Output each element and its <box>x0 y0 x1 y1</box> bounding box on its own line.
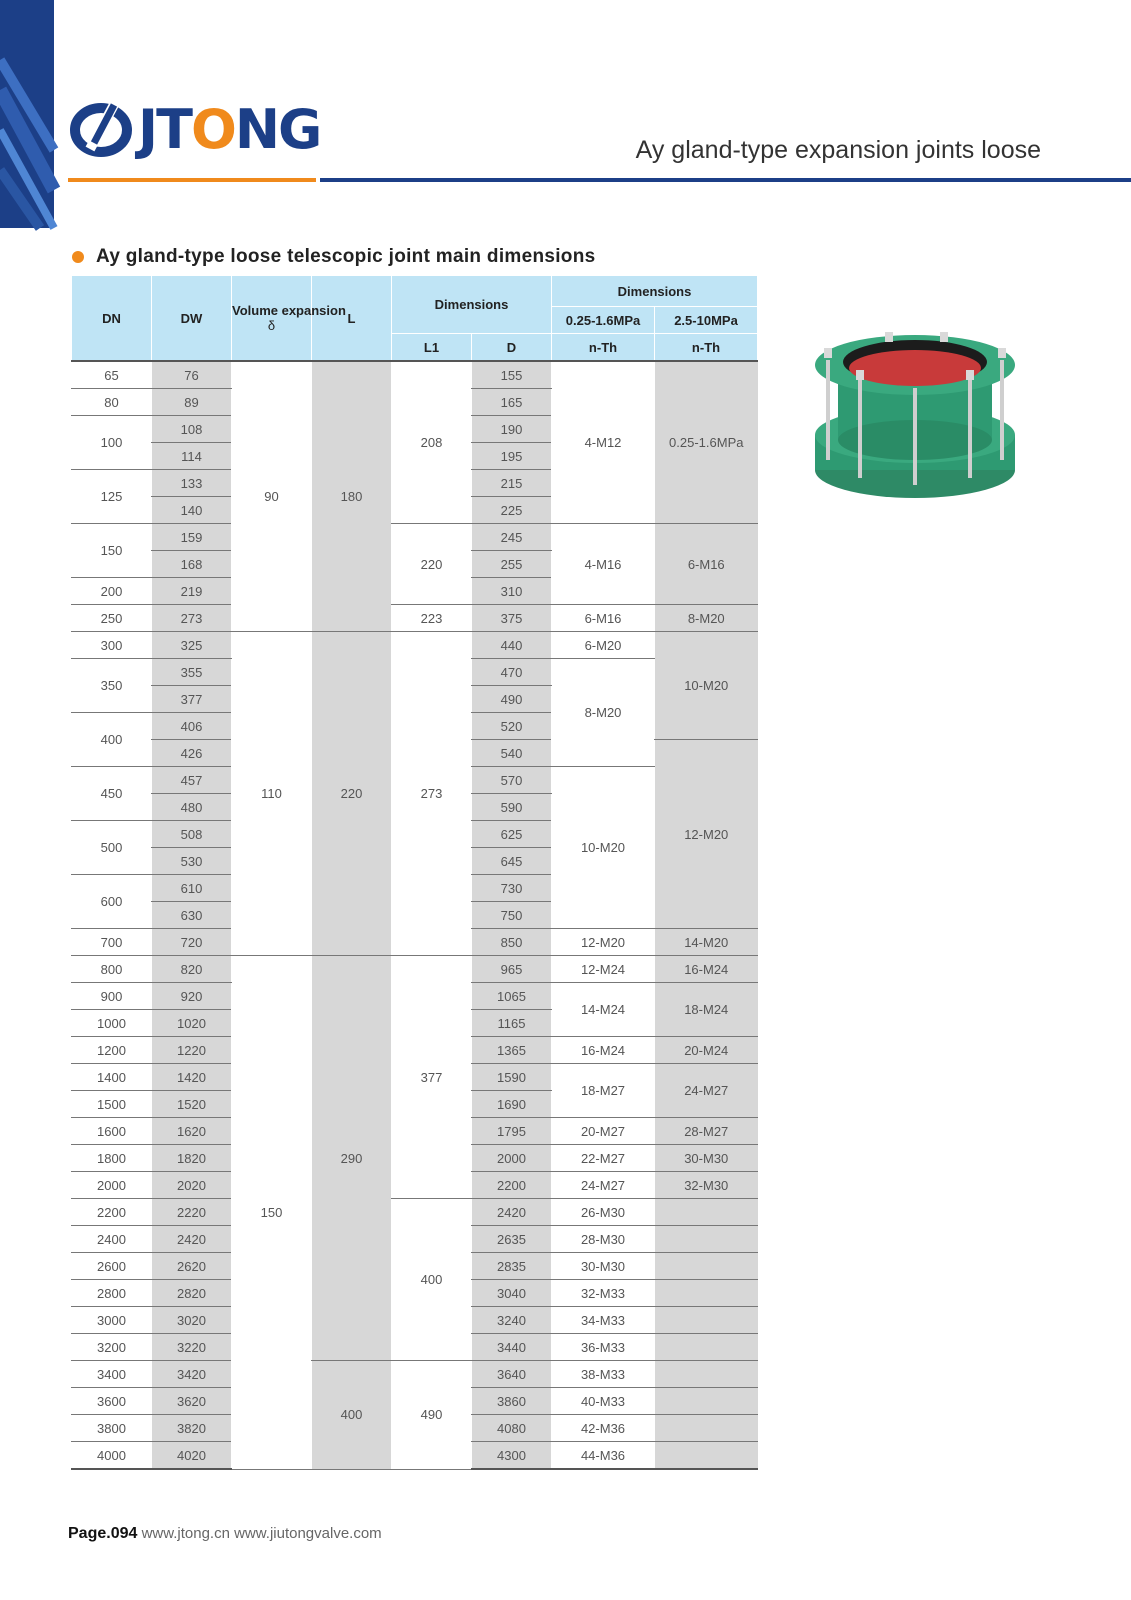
cell-dw: 159 <box>152 524 232 551</box>
cell-nth-low: 26-M30 <box>552 1199 655 1226</box>
cell-dw: 530 <box>152 848 232 875</box>
cell-d: 625 <box>472 821 552 848</box>
cell-d: 730 <box>472 875 552 902</box>
cell-dn: 2400 <box>72 1226 152 1253</box>
cell-dw: 1620 <box>152 1118 232 1145</box>
cell-dw: 2020 <box>152 1172 232 1199</box>
cell-dw: 3620 <box>152 1388 232 1415</box>
cell-dw: 3820 <box>152 1415 232 1442</box>
cell-dn: 65 <box>72 361 152 389</box>
table-row <box>72 1361 758 1388</box>
cell-d: 255 <box>472 551 552 578</box>
cell-dw: 2420 <box>152 1226 232 1253</box>
cell-dn: 400 <box>72 713 152 767</box>
cell-nth-high: 18-M24 <box>655 983 758 1037</box>
cell-nth-high: 32-M30 <box>655 1172 758 1199</box>
cell-d: 2635 <box>472 1226 552 1253</box>
cell-dn: 1200 <box>72 1037 152 1064</box>
cell-dn: 3200 <box>72 1334 152 1361</box>
cell-dn: 700 <box>72 929 152 956</box>
cell-nth-high <box>655 1415 758 1442</box>
cell-dn: 3800 <box>72 1415 152 1442</box>
footer-links: www.jtong.cn www.jiutongvalve.com <box>141 1525 382 1542</box>
cell-l1: 490 <box>392 1361 472 1470</box>
cell-dw: 168 <box>152 551 232 578</box>
cell-nth-high: 8-M20 <box>655 605 758 632</box>
header-nth-high: n-Th <box>655 334 758 362</box>
cell-l: 180 <box>312 361 392 632</box>
cell-d: 540 <box>472 740 552 767</box>
cell-d: 215 <box>472 470 552 497</box>
cell-d: 1065 <box>472 983 552 1010</box>
cell-dw: 610 <box>152 875 232 902</box>
cell-dw: 89 <box>152 389 232 416</box>
table-row <box>72 524 758 551</box>
cell-d: 1590 <box>472 1064 552 1091</box>
cell-nth-low: 4-M12 <box>552 361 655 524</box>
cell-l: 220 <box>312 632 392 956</box>
cell-nth-high <box>655 1253 758 1280</box>
cell-l: 290 <box>312 956 392 1361</box>
cell-volume-expansion: 90 <box>232 361 312 632</box>
cell-nth-high: 24-M27 <box>655 1064 758 1118</box>
cell-d: 570 <box>472 767 552 794</box>
cell-nth-low: 28-M30 <box>552 1226 655 1253</box>
cell-volume-expansion: 110 <box>232 632 312 956</box>
cell-dn: 1000 <box>72 1010 152 1037</box>
cell-dn: 600 <box>72 875 152 929</box>
cell-dn: 300 <box>72 632 152 659</box>
cell-d: 3240 <box>472 1307 552 1334</box>
cell-dn: 900 <box>72 983 152 1010</box>
cell-dn: 2800 <box>72 1280 152 1307</box>
header-dn: DN <box>72 276 152 362</box>
cell-nth-high: 6-M16 <box>655 524 758 605</box>
cell-dn: 2000 <box>72 1172 152 1199</box>
cell-dw: 426 <box>152 740 232 767</box>
cell-nth-high: 10-M20 <box>655 632 758 740</box>
cell-dw: 2820 <box>152 1280 232 1307</box>
cell-dw: 1220 <box>152 1037 232 1064</box>
header-d: D <box>472 334 552 362</box>
footer <box>68 1525 382 1543</box>
header-pressure-high: 2.5-10MPa <box>655 307 758 334</box>
cell-d: 155 <box>472 361 552 389</box>
cell-nth-high: 28-M27 <box>655 1118 758 1145</box>
cell-nth-low: 36-M33 <box>552 1334 655 1361</box>
cell-dw: 2220 <box>152 1199 232 1226</box>
cell-nth-high: 16-M24 <box>655 956 758 983</box>
cell-nth-low: 38-M33 <box>552 1361 655 1388</box>
cell-d: 375 <box>472 605 552 632</box>
cell-nth-low: 16-M24 <box>552 1037 655 1064</box>
cell-d: 1795 <box>472 1118 552 1145</box>
header-volume-expansion: Volume expansion δ <box>232 276 312 362</box>
cell-nth-low: 12-M24 <box>552 956 655 983</box>
cell-dw: 820 <box>152 956 232 983</box>
cell-d: 1165 <box>472 1010 552 1037</box>
cell-d: 165 <box>472 389 552 416</box>
cell-nth-low: 42-M36 <box>552 1415 655 1442</box>
cell-dw: 4020 <box>152 1442 232 1470</box>
header-dw: DW <box>152 276 232 362</box>
cell-nth-low: 14-M24 <box>552 983 655 1037</box>
logo-text: JTONG <box>138 98 321 161</box>
cell-dw: 1520 <box>152 1091 232 1118</box>
cell-d: 645 <box>472 848 552 875</box>
cell-d: 2835 <box>472 1253 552 1280</box>
cell-dn: 3400 <box>72 1361 152 1388</box>
cell-d: 225 <box>472 497 552 524</box>
cell-nth-low: 12-M20 <box>552 929 655 956</box>
cell-d: 4080 <box>472 1415 552 1442</box>
cell-dn: 80 <box>72 389 152 416</box>
cell-d: 750 <box>472 902 552 929</box>
cell-d: 1365 <box>472 1037 552 1064</box>
cell-l1: 220 <box>392 524 472 605</box>
cell-d: 850 <box>472 929 552 956</box>
page-number: Page.094 <box>68 1525 138 1542</box>
cell-dw: 720 <box>152 929 232 956</box>
cell-dw: 1820 <box>152 1145 232 1172</box>
cell-d: 190 <box>472 416 552 443</box>
cell-dn: 100 <box>72 416 152 470</box>
cell-nth-low: 40-M33 <box>552 1388 655 1415</box>
header-pressure-low: 0.25-1.6MPa <box>552 307 655 334</box>
cell-l1: 208 <box>392 361 472 524</box>
header-rule-orange <box>68 178 316 182</box>
cell-nth-low: 24-M27 <box>552 1172 655 1199</box>
cell-dn: 4000 <box>72 1442 152 1470</box>
cell-dn: 800 <box>72 956 152 983</box>
cell-nth-low: 22-M27 <box>552 1145 655 1172</box>
section-title: Ay gland-type loose telescopic joint main dimensions <box>72 246 596 268</box>
cell-nth-high <box>655 1226 758 1253</box>
cell-dn: 3600 <box>72 1388 152 1415</box>
cell-dn: 1400 <box>72 1064 152 1091</box>
bullet-icon <box>72 251 84 263</box>
cell-d: 3040 <box>472 1280 552 1307</box>
cell-nth-low: 4-M16 <box>552 524 655 605</box>
cell-nth-high <box>655 1388 758 1415</box>
cell-nth-high: 20-M24 <box>655 1037 758 1064</box>
cell-d: 2200 <box>472 1172 552 1199</box>
cell-dw: 630 <box>152 902 232 929</box>
cell-d: 3860 <box>472 1388 552 1415</box>
cell-nth-low: 6-M20 <box>552 632 655 659</box>
cell-dw: 2620 <box>152 1253 232 1280</box>
cell-nth-high <box>655 1280 758 1307</box>
cell-d: 520 <box>472 713 552 740</box>
corner-decoration <box>0 0 54 228</box>
dimensions-table <box>71 275 758 1470</box>
cell-dn: 1500 <box>72 1091 152 1118</box>
cell-dw: 219 <box>152 578 232 605</box>
cell-d: 310 <box>472 578 552 605</box>
cell-l1: 273 <box>392 632 472 956</box>
cell-volume-expansion: 150 <box>232 956 312 1470</box>
cell-d: 4300 <box>472 1442 552 1470</box>
cell-l1: 377 <box>392 956 472 1199</box>
cell-dw: 3420 <box>152 1361 232 1388</box>
cell-nth-low: 30-M30 <box>552 1253 655 1280</box>
cell-dn: 3000 <box>72 1307 152 1334</box>
cell-dw: 480 <box>152 794 232 821</box>
header-title: Ay gland-type expansion joints loose <box>635 136 1041 164</box>
header-rule-blue <box>320 178 1131 182</box>
cell-dw: 508 <box>152 821 232 848</box>
cell-d: 195 <box>472 443 552 470</box>
cell-d: 440 <box>472 632 552 659</box>
cell-nth-high: 0.25-1.6MPa <box>655 361 758 524</box>
brand-logo <box>68 95 320 165</box>
cell-dn: 500 <box>72 821 152 875</box>
header-nth-low: n-Th <box>552 334 655 362</box>
cell-dw: 3220 <box>152 1334 232 1361</box>
table-row <box>72 632 758 659</box>
cell-dn: 450 <box>72 767 152 821</box>
header-l1: L1 <box>392 334 472 362</box>
cell-nth-low: 44-M36 <box>552 1442 655 1470</box>
cell-dn: 250 <box>72 605 152 632</box>
cell-dw: 1020 <box>152 1010 232 1037</box>
cell-dw: 140 <box>152 497 232 524</box>
cell-d: 3640 <box>472 1361 552 1388</box>
table-row <box>72 361 758 389</box>
cell-nth-low: 20-M27 <box>552 1118 655 1145</box>
table-row <box>72 1199 758 1226</box>
cell-dn: 2200 <box>72 1199 152 1226</box>
cell-nth-high <box>655 1442 758 1470</box>
cell-dw: 3020 <box>152 1307 232 1334</box>
cell-d: 1690 <box>472 1091 552 1118</box>
cell-dw: 406 <box>152 713 232 740</box>
cell-nth-high <box>655 1361 758 1388</box>
cell-nth-low: 32-M33 <box>552 1280 655 1307</box>
cell-d: 470 <box>472 659 552 686</box>
cell-nth-low: 10-M20 <box>552 767 655 929</box>
cell-d: 2420 <box>472 1199 552 1226</box>
table-row <box>72 956 758 983</box>
cell-dn: 2600 <box>72 1253 152 1280</box>
cell-nth-high: 12-M20 <box>655 740 758 929</box>
cell-dw: 355 <box>152 659 232 686</box>
cell-l1: 400 <box>392 1199 472 1361</box>
cell-l1: 223 <box>392 605 472 632</box>
logo-mark-icon <box>68 97 134 163</box>
cell-dn: 1800 <box>72 1145 152 1172</box>
cell-d: 3440 <box>472 1334 552 1361</box>
cell-nth-high <box>655 1307 758 1334</box>
cell-d: 245 <box>472 524 552 551</box>
cell-dn: 125 <box>72 470 152 524</box>
cell-d: 2000 <box>472 1145 552 1172</box>
cell-l: 400 <box>312 1361 392 1470</box>
cell-nth-low: 34-M33 <box>552 1307 655 1334</box>
cell-dw: 133 <box>152 470 232 497</box>
table-row <box>72 605 758 632</box>
cell-dw: 377 <box>152 686 232 713</box>
product-photo-image <box>800 310 1030 510</box>
cell-d: 965 <box>472 956 552 983</box>
cell-dw: 325 <box>152 632 232 659</box>
cell-nth-high <box>655 1334 758 1361</box>
cell-dw: 457 <box>152 767 232 794</box>
cell-nth-high: 14-M20 <box>655 929 758 956</box>
header-dimensions: Dimensions <box>392 276 552 334</box>
cell-dw: 1420 <box>152 1064 232 1091</box>
header-dimensions-pressure: Dimensions <box>552 276 758 307</box>
cell-dw: 920 <box>152 983 232 1010</box>
cell-dw: 108 <box>152 416 232 443</box>
cell-dn: 350 <box>72 659 152 713</box>
cell-dn: 150 <box>72 524 152 578</box>
cell-dw: 273 <box>152 605 232 632</box>
cell-dn: 1600 <box>72 1118 152 1145</box>
cell-d: 590 <box>472 794 552 821</box>
cell-dn: 200 <box>72 578 152 605</box>
cell-nth-low: 8-M20 <box>552 659 655 767</box>
cell-nth-high: 30-M30 <box>655 1145 758 1172</box>
cell-nth-low: 18-M27 <box>552 1064 655 1118</box>
cell-dw: 114 <box>152 443 232 470</box>
cell-nth-low: 6-M16 <box>552 605 655 632</box>
cell-nth-high <box>655 1199 758 1226</box>
header-l: L <box>312 276 392 362</box>
cell-d: 490 <box>472 686 552 713</box>
cell-dw: 76 <box>152 361 232 389</box>
